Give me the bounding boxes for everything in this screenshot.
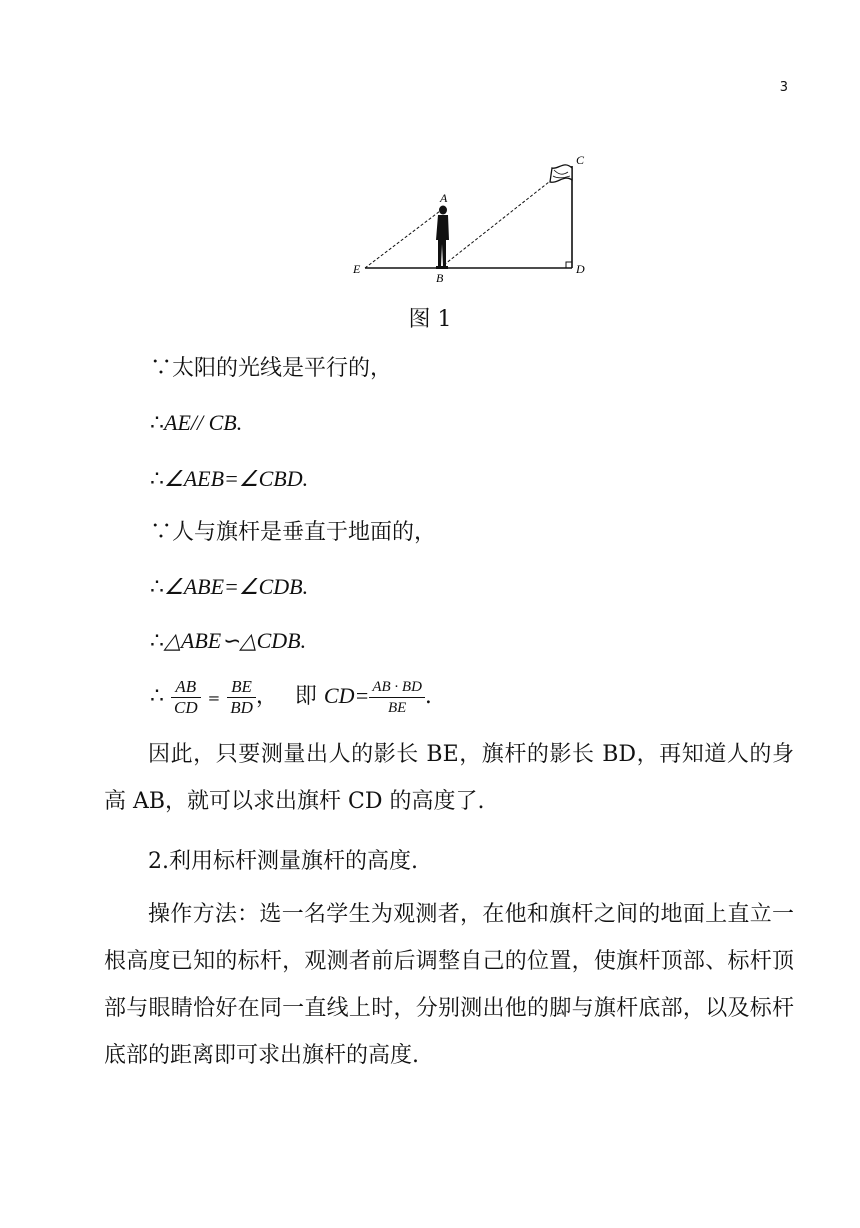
proof-step	[150, 626, 306, 657]
step-text: ∠ABE=∠CDB.	[164, 574, 309, 599]
denominator: BD	[230, 697, 253, 717]
equals-sign: =	[207, 689, 221, 707]
step-text: 太阳的光线是平行的，	[172, 356, 393, 381]
proof-step	[150, 572, 308, 603]
step-text: △ABE∽△CDB.	[164, 628, 307, 653]
because-symbol: ∵	[150, 520, 173, 545]
person-silhouette	[436, 206, 449, 270]
therefore-symbol: ∴	[150, 411, 164, 436]
proof-step	[150, 408, 242, 439]
denominator: BE	[387, 699, 407, 716]
step-text: 人与旗杆是垂直于地面的，	[172, 520, 437, 545]
page-number: 3	[779, 80, 788, 95]
ratio-equation	[150, 672, 432, 722]
fraction-ab-cd	[171, 677, 201, 718]
label-d: D	[576, 262, 585, 276]
figure-caption: 图 1	[408, 307, 452, 332]
figure-1-diagram	[340, 148, 600, 288]
ji-text: 即	[294, 684, 317, 709]
numerator: AB · BD	[369, 677, 425, 698]
fraction-be-bd	[227, 677, 256, 718]
therefore-symbol: ∴	[150, 629, 164, 654]
label-a: A	[440, 191, 448, 205]
period: .	[424, 684, 432, 709]
right-angle-mark	[566, 262, 572, 268]
ray-ae	[365, 208, 444, 268]
proof-step	[150, 464, 308, 495]
comma: ，	[255, 684, 278, 709]
proof-step	[150, 354, 392, 384]
therefore-symbol: ∴	[150, 684, 164, 709]
label-b: B	[436, 271, 444, 285]
label-e: E	[353, 262, 361, 276]
paragraph-conclusion: 因此，只要测量出人的影长 BE，旗杆的影长 BD，再知道人的身高 AB，就可以求出旗杆 CD 的高度了.	[104, 742, 794, 814]
numerator: AB	[171, 677, 201, 698]
denominator: CD	[174, 697, 198, 717]
because-symbol: ∵	[150, 356, 173, 381]
cd-equals: CD=	[323, 683, 370, 708]
fraction-ab-bd-be	[369, 677, 425, 718]
therefore-symbol: ∴	[150, 467, 164, 492]
proof-step	[150, 518, 436, 548]
label-c: C	[576, 153, 585, 167]
paragraph-operation: 操作方法：选一名学生为观测者，在他和旗杆之间的地面上直立一根高度已知的标杆，观测者前后调整自己的位置，使旗杆顶部、标杆顶部与眼睛恰好在同一直线上时，分别测出他的脚与旗杆底部，以及标杆底部的距离即可求出旗杆的高度.	[104, 902, 794, 1068]
step-text: AE// CB.	[164, 410, 243, 435]
step-text: ∠AEB=∠CBD.	[164, 466, 309, 491]
numerator: BE	[227, 677, 256, 698]
paragraph-method-heading: 2.利用标杆测量旗杆的高度.	[148, 849, 418, 874]
ray-bc	[440, 178, 554, 268]
therefore-symbol: ∴	[150, 575, 164, 600]
